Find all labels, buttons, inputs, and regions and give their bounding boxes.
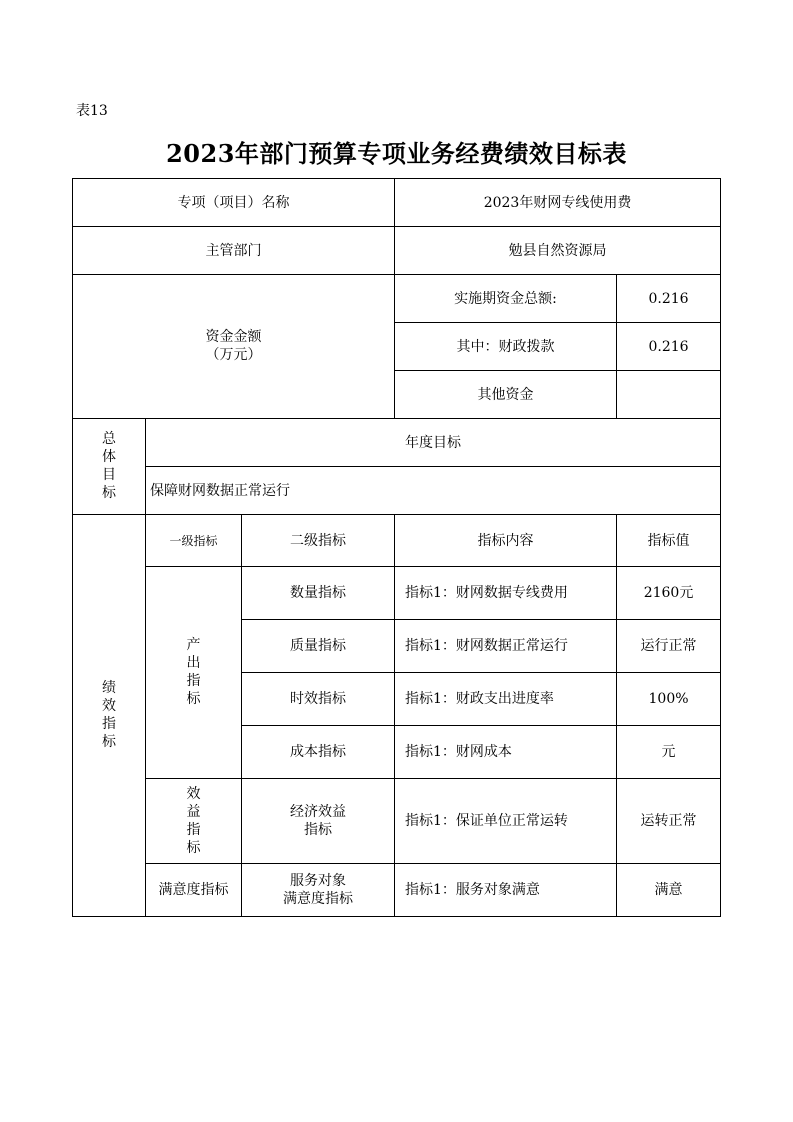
content-quality: 指标1：财网数据正常运行 <box>395 620 617 673</box>
value-satisfaction: 满意 <box>617 864 721 917</box>
output-indicator-label: 产 出 指 标 <box>146 567 242 779</box>
header-value: 指标值 <box>617 515 721 567</box>
table-row <box>73 779 721 864</box>
funds-label-line2: （万元） <box>205 347 262 363</box>
value-cost: 元 <box>617 726 721 779</box>
level2-satisfaction: 服务对象 满意度指标 <box>242 864 395 917</box>
table-number: 表13 <box>76 103 108 119</box>
content-satisfaction: 指标1：服务对象满意 <box>395 864 617 917</box>
project-name-value: 2023年财网专线使用费 <box>395 179 721 227</box>
funds-label <box>73 275 395 419</box>
value-timeliness: 100% <box>617 673 721 726</box>
year-goal-value: 保障财网数据正常运行 <box>146 467 721 515</box>
overall-goal-label: 总 体 目 标 <box>73 419 146 515</box>
level2-cost: 成本指标 <box>242 726 395 779</box>
content-timeliness: 指标1：财政支出进度率 <box>395 673 617 726</box>
row-project-name <box>73 179 721 227</box>
department-value: 勉县自然资源局 <box>395 227 721 275</box>
value-quantity: 2160元 <box>617 567 721 620</box>
funds-total-value: 0.216 <box>617 275 721 323</box>
department-label: 主管部门 <box>73 227 395 275</box>
funds-other-value <box>617 371 721 419</box>
level2-economic: 经济效益 指标 <box>242 779 395 864</box>
header-content: 指标内容 <box>395 515 617 567</box>
content-quantity: 指标1：财网数据专线费用 <box>395 567 617 620</box>
satisfaction-indicator-label: 满意度指标 <box>146 864 242 917</box>
header-level2: 二级指标 <box>242 515 395 567</box>
level2-quality: 质量指标 <box>242 620 395 673</box>
benefit-indicator-label: 效 益 指 标 <box>146 779 242 864</box>
row-perf-header <box>73 515 721 567</box>
perf-indicator-label: 绩 效 指 标 <box>73 515 146 917</box>
funds-fiscal-label: 其中：财政拨款 <box>395 323 617 371</box>
row-funds-total <box>73 275 721 323</box>
row-department <box>73 227 721 275</box>
funds-total-label: 实施期资金总额: <box>395 275 617 323</box>
value-quality: 运行正常 <box>617 620 721 673</box>
level2-quantity: 数量指标 <box>242 567 395 620</box>
funds-label-line1: 资金金额 <box>205 329 262 345</box>
funds-fiscal-value: 0.216 <box>617 323 721 371</box>
level2-timeliness: 时效指标 <box>242 673 395 726</box>
table-row <box>73 567 721 620</box>
row-year-goal-value <box>73 467 721 515</box>
document-title: 2023年部门预算专项业务经费绩效目标表 <box>166 139 627 168</box>
content-economic: 指标1：保证单位正常运转 <box>395 779 617 864</box>
table-row <box>73 864 721 917</box>
year-goal-label: 年度目标 <box>146 419 721 467</box>
performance-target-table <box>72 178 721 917</box>
funds-other-label: 其他资金 <box>395 371 617 419</box>
project-name-label: 专项（项目）名称 <box>73 179 395 227</box>
header-level1: 一级指标 <box>146 515 242 567</box>
row-year-goal-label <box>73 419 721 467</box>
value-economic: 运转正常 <box>617 779 721 864</box>
content-cost: 指标1：财网成本 <box>395 726 617 779</box>
